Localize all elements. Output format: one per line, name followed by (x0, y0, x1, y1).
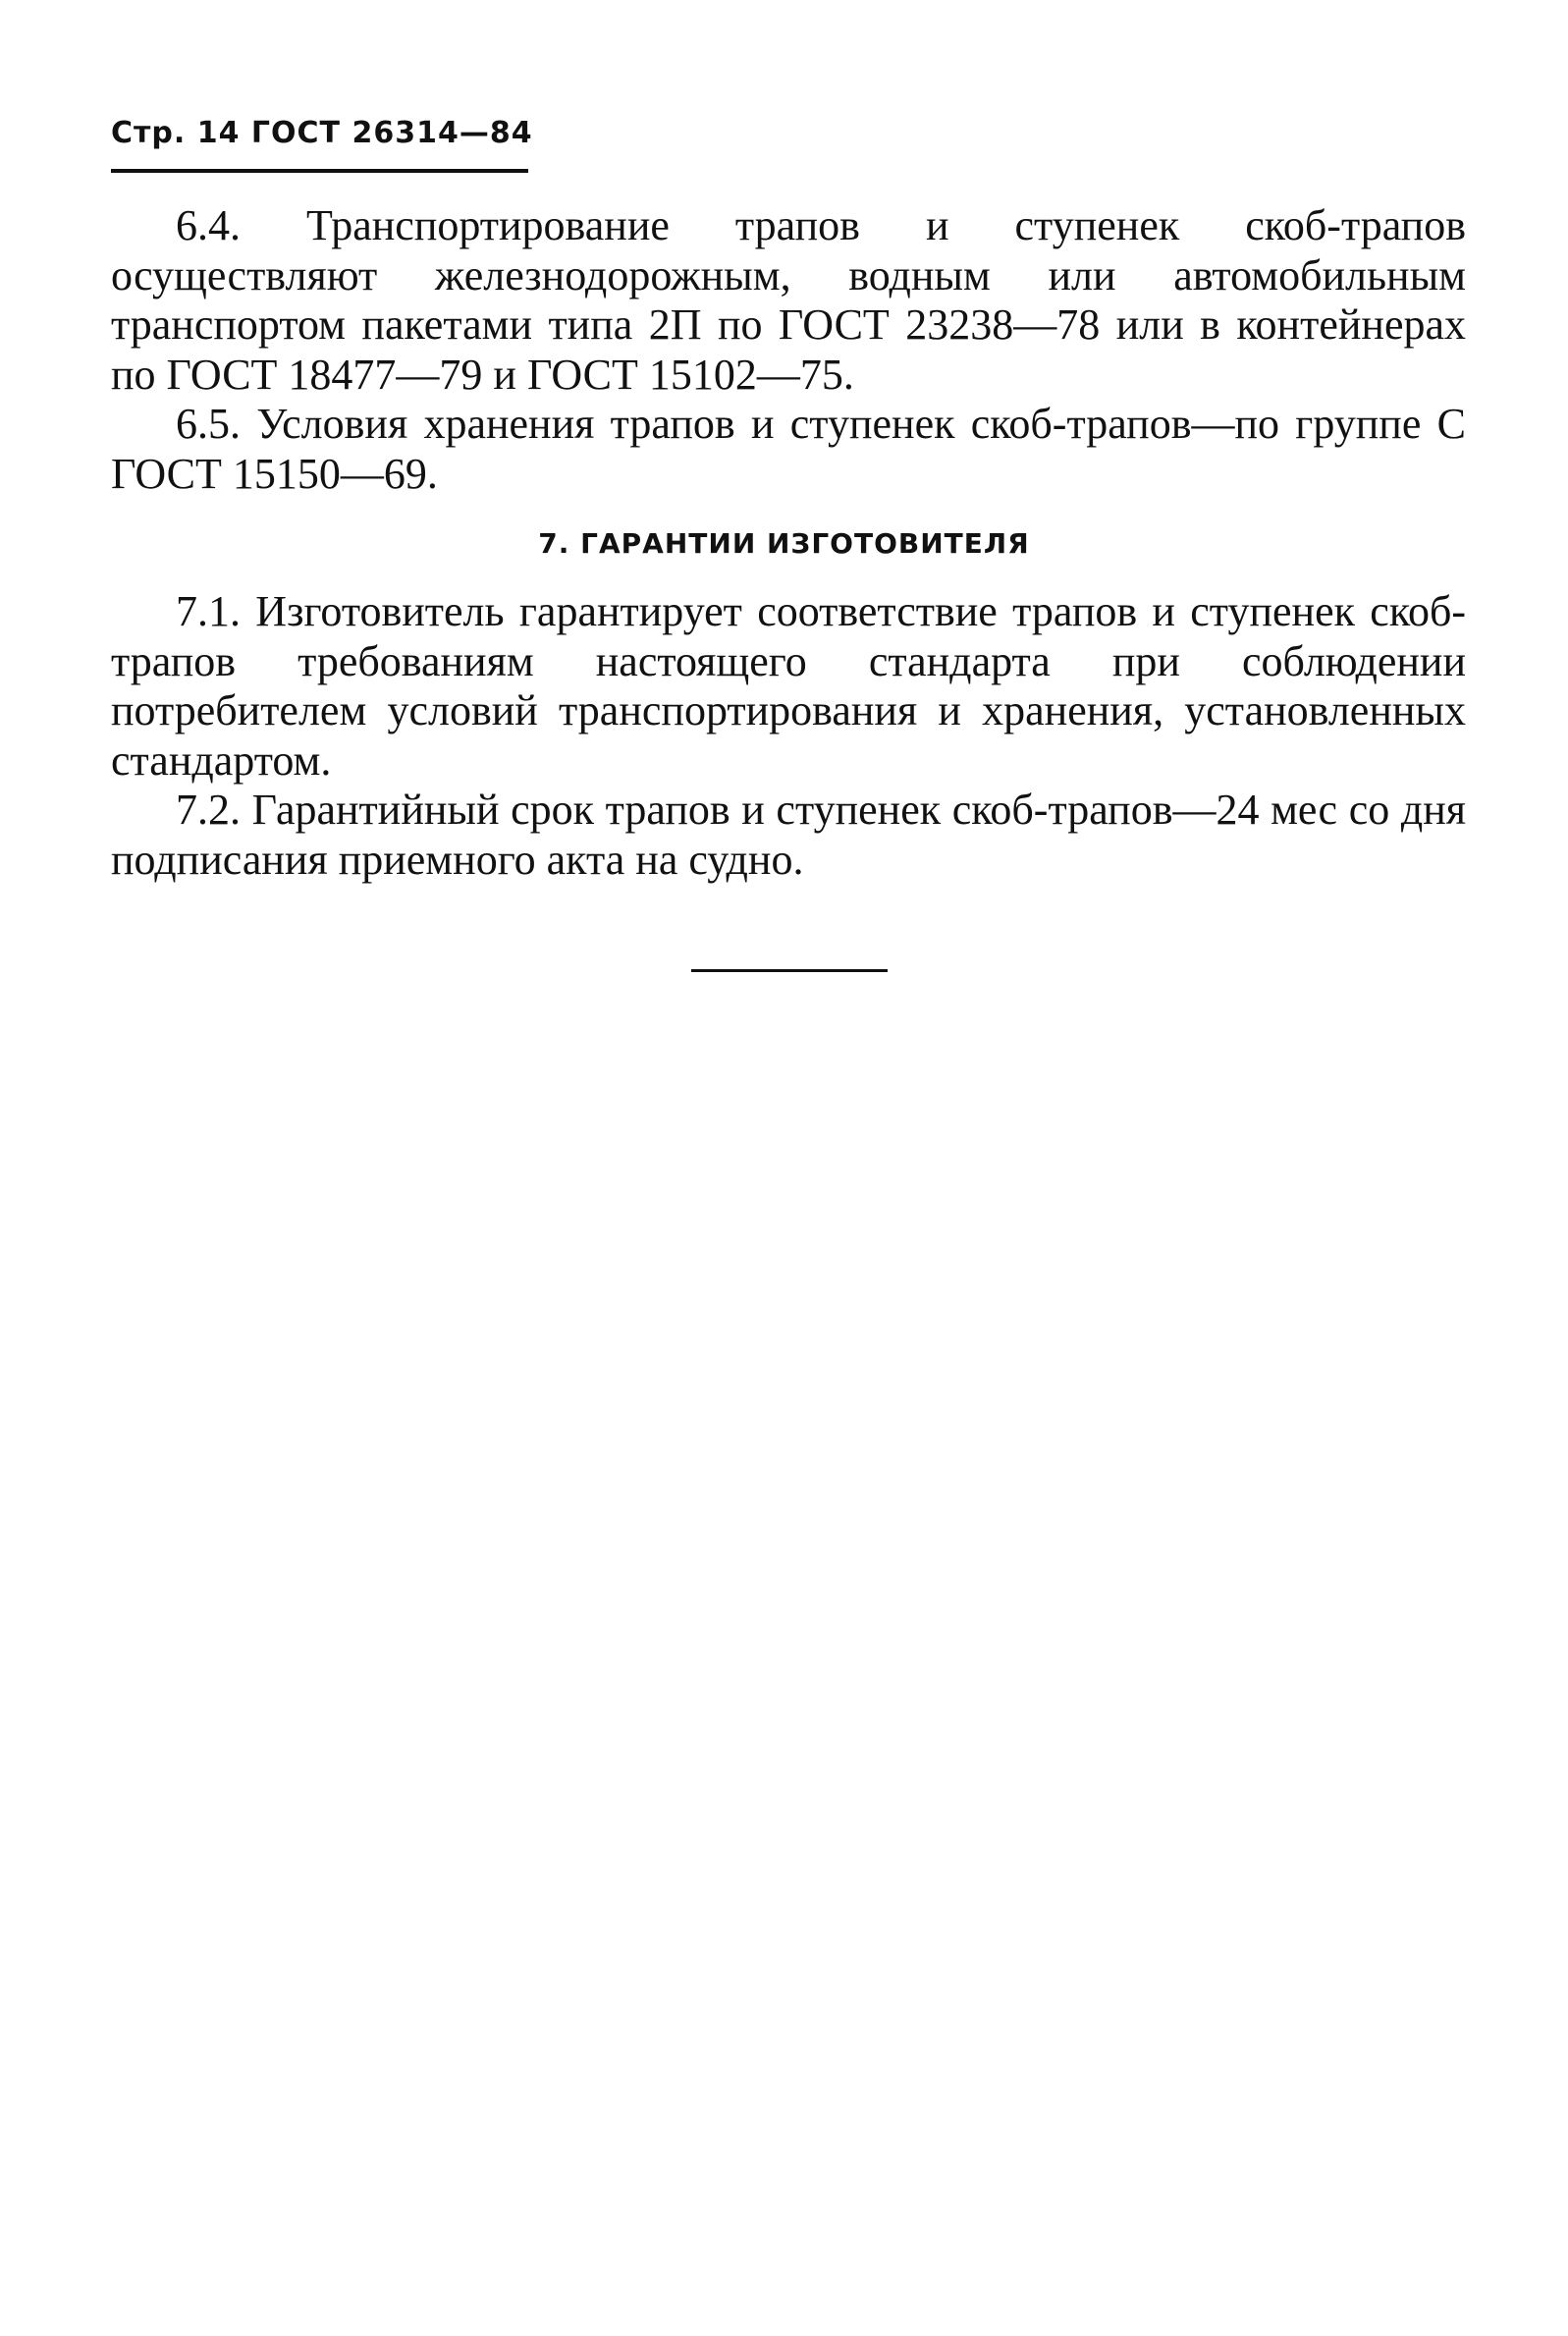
section-7-title: 7. ГАРАНТИИ ИЗГОТОВИТЕЛЯ (538, 527, 1030, 560)
section-7-text (111, 587, 1466, 885)
paragraph-7-2: 7.2. Гарантийный срок трапов и ступенек скоб-трапов—24 мес со дня подписания приемного акта на судно. (111, 786, 1466, 884)
page-header: Стр. 14 ГОСТ 26314—84 (111, 116, 533, 150)
end-rule (691, 969, 888, 972)
section-6-text (111, 201, 1466, 499)
header-rule (111, 169, 528, 173)
paragraph-6-5: 6.5. Условия хранения трапов и ступенек скоб-трапов—по группе С ГОСТ 15150—69. (111, 400, 1466, 498)
paragraph-6-4: 6.4. Транспортирование трапов и ступенек скоб-трапов осуществляют железнодорожным, водным или автомобильным транспортом пакетами типа 2П по ГОСТ 23238—78 или в контейнерах по ГОСТ 18477—79 и ГОСТ 15102—75. (111, 201, 1466, 399)
paragraph-7-1: 7.1. Изготовитель гарантирует соответствие трапов и ступенек скоб-трапов требованиям настоящего стандарта при соблюдении потребителем условий транспортирования и хранения, установленных стандартом. (111, 587, 1466, 785)
